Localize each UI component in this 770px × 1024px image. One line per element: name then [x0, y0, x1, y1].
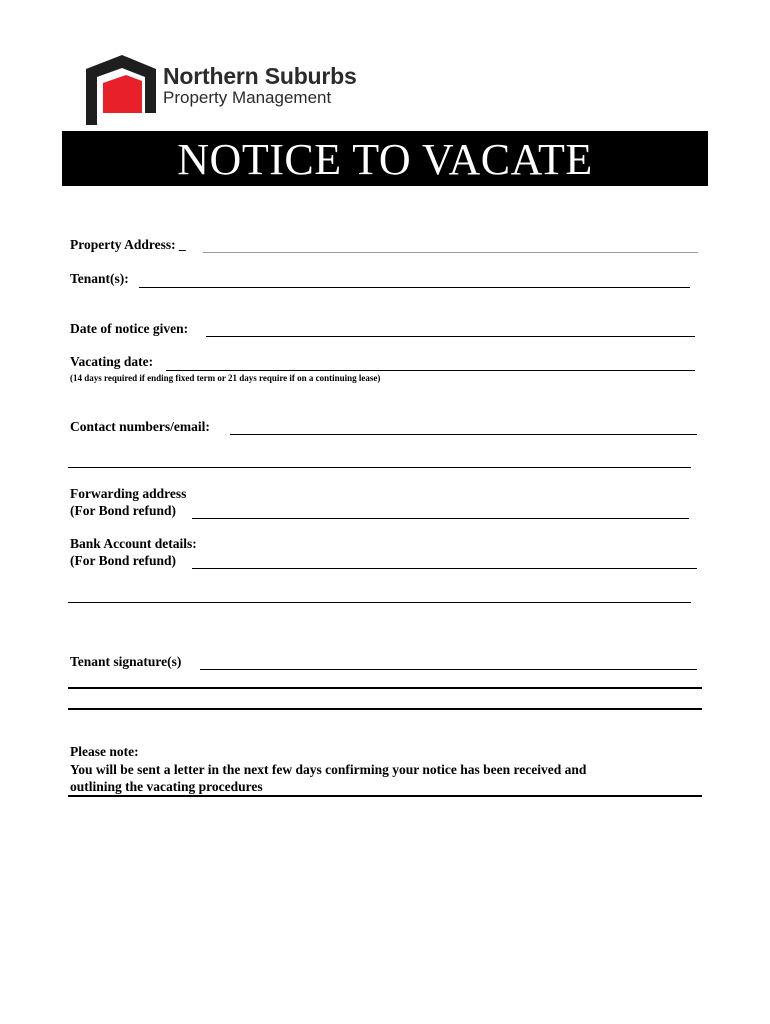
company-logo — [86, 55, 386, 127]
signature-label: Tenant signature(s) — [70, 654, 182, 669]
note-line-1: You will be sent a letter in the next few days confirming your notice has been received and — [70, 762, 587, 777]
signature-line[interactable] — [200, 669, 697, 670]
house-logo-icon — [86, 55, 158, 127]
vacating-date-label: Vacating date: — [70, 354, 154, 369]
contact-line-2[interactable] — [68, 467, 691, 468]
forwarding-sublabel: (For Bond refund) — [70, 503, 177, 518]
bank-line[interactable] — [192, 568, 697, 569]
bank-label: Bank Account details: — [70, 536, 197, 551]
company-name: Northern Suburbs — [163, 63, 357, 89]
vacating-date-line[interactable] — [166, 370, 695, 371]
bank-line-2[interactable] — [68, 602, 691, 603]
note-line-2: outlining the vacating procedures — [70, 779, 263, 794]
company-subtitle: Property Management — [163, 88, 332, 107]
divider — [68, 795, 702, 797]
property-address-label: Property Address: _ — [70, 237, 186, 252]
divider — [68, 708, 702, 710]
tenants-line[interactable] — [139, 287, 690, 288]
date-of-notice-label: Date of notice given: — [70, 321, 189, 336]
forwarding-line[interactable] — [192, 518, 689, 519]
tenants-label: Tenant(s): — [70, 271, 129, 286]
note-heading: Please note: — [70, 744, 139, 759]
divider — [68, 687, 702, 689]
forwarding-label: Forwarding address — [70, 486, 187, 501]
property-address-line[interactable] — [203, 252, 698, 253]
date-of-notice-line[interactable] — [206, 336, 695, 337]
bank-sublabel: (For Bond refund) — [70, 553, 177, 568]
contact-line[interactable] — [230, 434, 697, 435]
page-title: NOTICE TO VACATE — [62, 131, 708, 186]
vacating-note: (14 days required if ending fixed term or 21 days require if on a continuing lease) — [70, 373, 381, 383]
contact-label: Contact numbers/email: — [70, 419, 210, 434]
